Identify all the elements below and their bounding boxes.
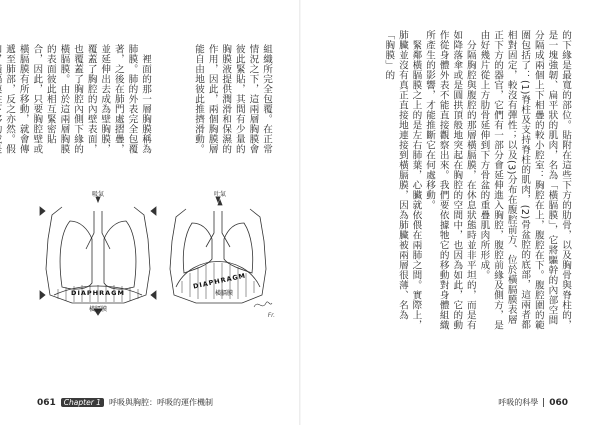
right-page-footer bbox=[498, 397, 568, 408]
exhale-label: 吐氣 bbox=[213, 191, 227, 198]
left-page-text-column-2 bbox=[4, 44, 152, 156]
left-paragraph-2: 裡面的那一層胸膜稱為肺膜。肺的外表完全包覆著，之後在肺門處摺疊，並延伸出去成為壁胸膜，覆蓋了胸腔的內壁表面，也覆蓋了胸腔內側下緣的橫膈膜。由於這兩層胸膜的表面彼此相互緊密貼合，因此，只要胸腔壁或橫膈膜有所移動，就會傳遞至肺部，反之亦然。假 bbox=[4, 44, 151, 154]
inhale-diaphragm-word: DIAPHRAGM bbox=[71, 289, 125, 297]
left-page-text-column bbox=[157, 44, 273, 156]
left-page-footer bbox=[37, 397, 213, 408]
lung-diagram-svg bbox=[40, 191, 275, 319]
right-page-running-title: 呼吸的科學 bbox=[498, 398, 539, 407]
inhale-diagram bbox=[40, 197, 156, 315]
exhale-diaphragm-caption: 橫膈膜 bbox=[214, 290, 234, 297]
right-paragraph-3: 緊鄰橫膈膜之上的是左右肺葉，心臟就依偎在兩肺之間。實際上，肺臟並沒有真正直接地連接到橫膈膜，因為肺臟被兩層很薄、名為「胸膜」的 bbox=[383, 30, 422, 330]
left-page-number: 061 bbox=[37, 397, 56, 408]
lung-diaphragm-figure bbox=[40, 191, 275, 319]
right-paragraph-1: 的下緣是最寬的部位。貼附在這些下方的肋骨，以及胸骨與脊柱的，是一塊強韌、扁平狀的肌肉，名為「橫膈膜」，它將驅幹的內部空間分隔成兩個上下相疊的較小腔室：胸腔在上，腹腔在下。腹腔圍的範圍包括了：(1)脊柱及支持脊柱的肌肉，(2)骨盆腔的底部，這兩者都相對固定，較沒有彈性；以及(3)分布在腹腔前方、位於橫膈膜表層正下方的器官，它們有一部分會延伸進入胸腔，腹腔前緣及側方，是由好幾片從上方肋骨延伸到下方骨盆的重疊肌肉所形成。 bbox=[478, 30, 571, 330]
inhale-label: 吸氣 bbox=[91, 191, 105, 198]
left-page-running-title: 呼吸與胸腔：呼吸的運作機制 bbox=[108, 398, 213, 407]
footer-divider bbox=[543, 398, 544, 407]
chapter-badge: Chapter 1 bbox=[61, 398, 104, 407]
book-gutter bbox=[299, 0, 301, 425]
exhale-diaphragm-word: DIAPHRAGM bbox=[192, 271, 247, 291]
right-page-text-column bbox=[316, 30, 572, 330]
inhale-diaphragm-caption: 橫膈膜 bbox=[88, 306, 108, 313]
exhale-diagram bbox=[170, 197, 266, 303]
figure-signature: Fr. bbox=[267, 312, 275, 319]
right-page-number: 060 bbox=[549, 397, 568, 408]
left-paragraph-1: 組織所完全包覆。在正常情況之下，這兩層胸膜會彼此緊貼，其間有少量的胸膜液提供潤滑和保濕的作用，因此，兩個胸膜層能自由地彼此推擠滑動。 bbox=[193, 44, 272, 154]
right-paragraph-2: 分隔胸腔與腹腔的那層橫膈膜，在休息狀態時並非平坦的，而是有如降落傘或是圓拱頂般地突起在胸腔的空間中，也因為如此，它的動作從身體外表不能直接觀察出來。我們要依據牠它的移動對身體組織所產生的影響，才能推斷它在何處移動。 bbox=[424, 30, 476, 330]
